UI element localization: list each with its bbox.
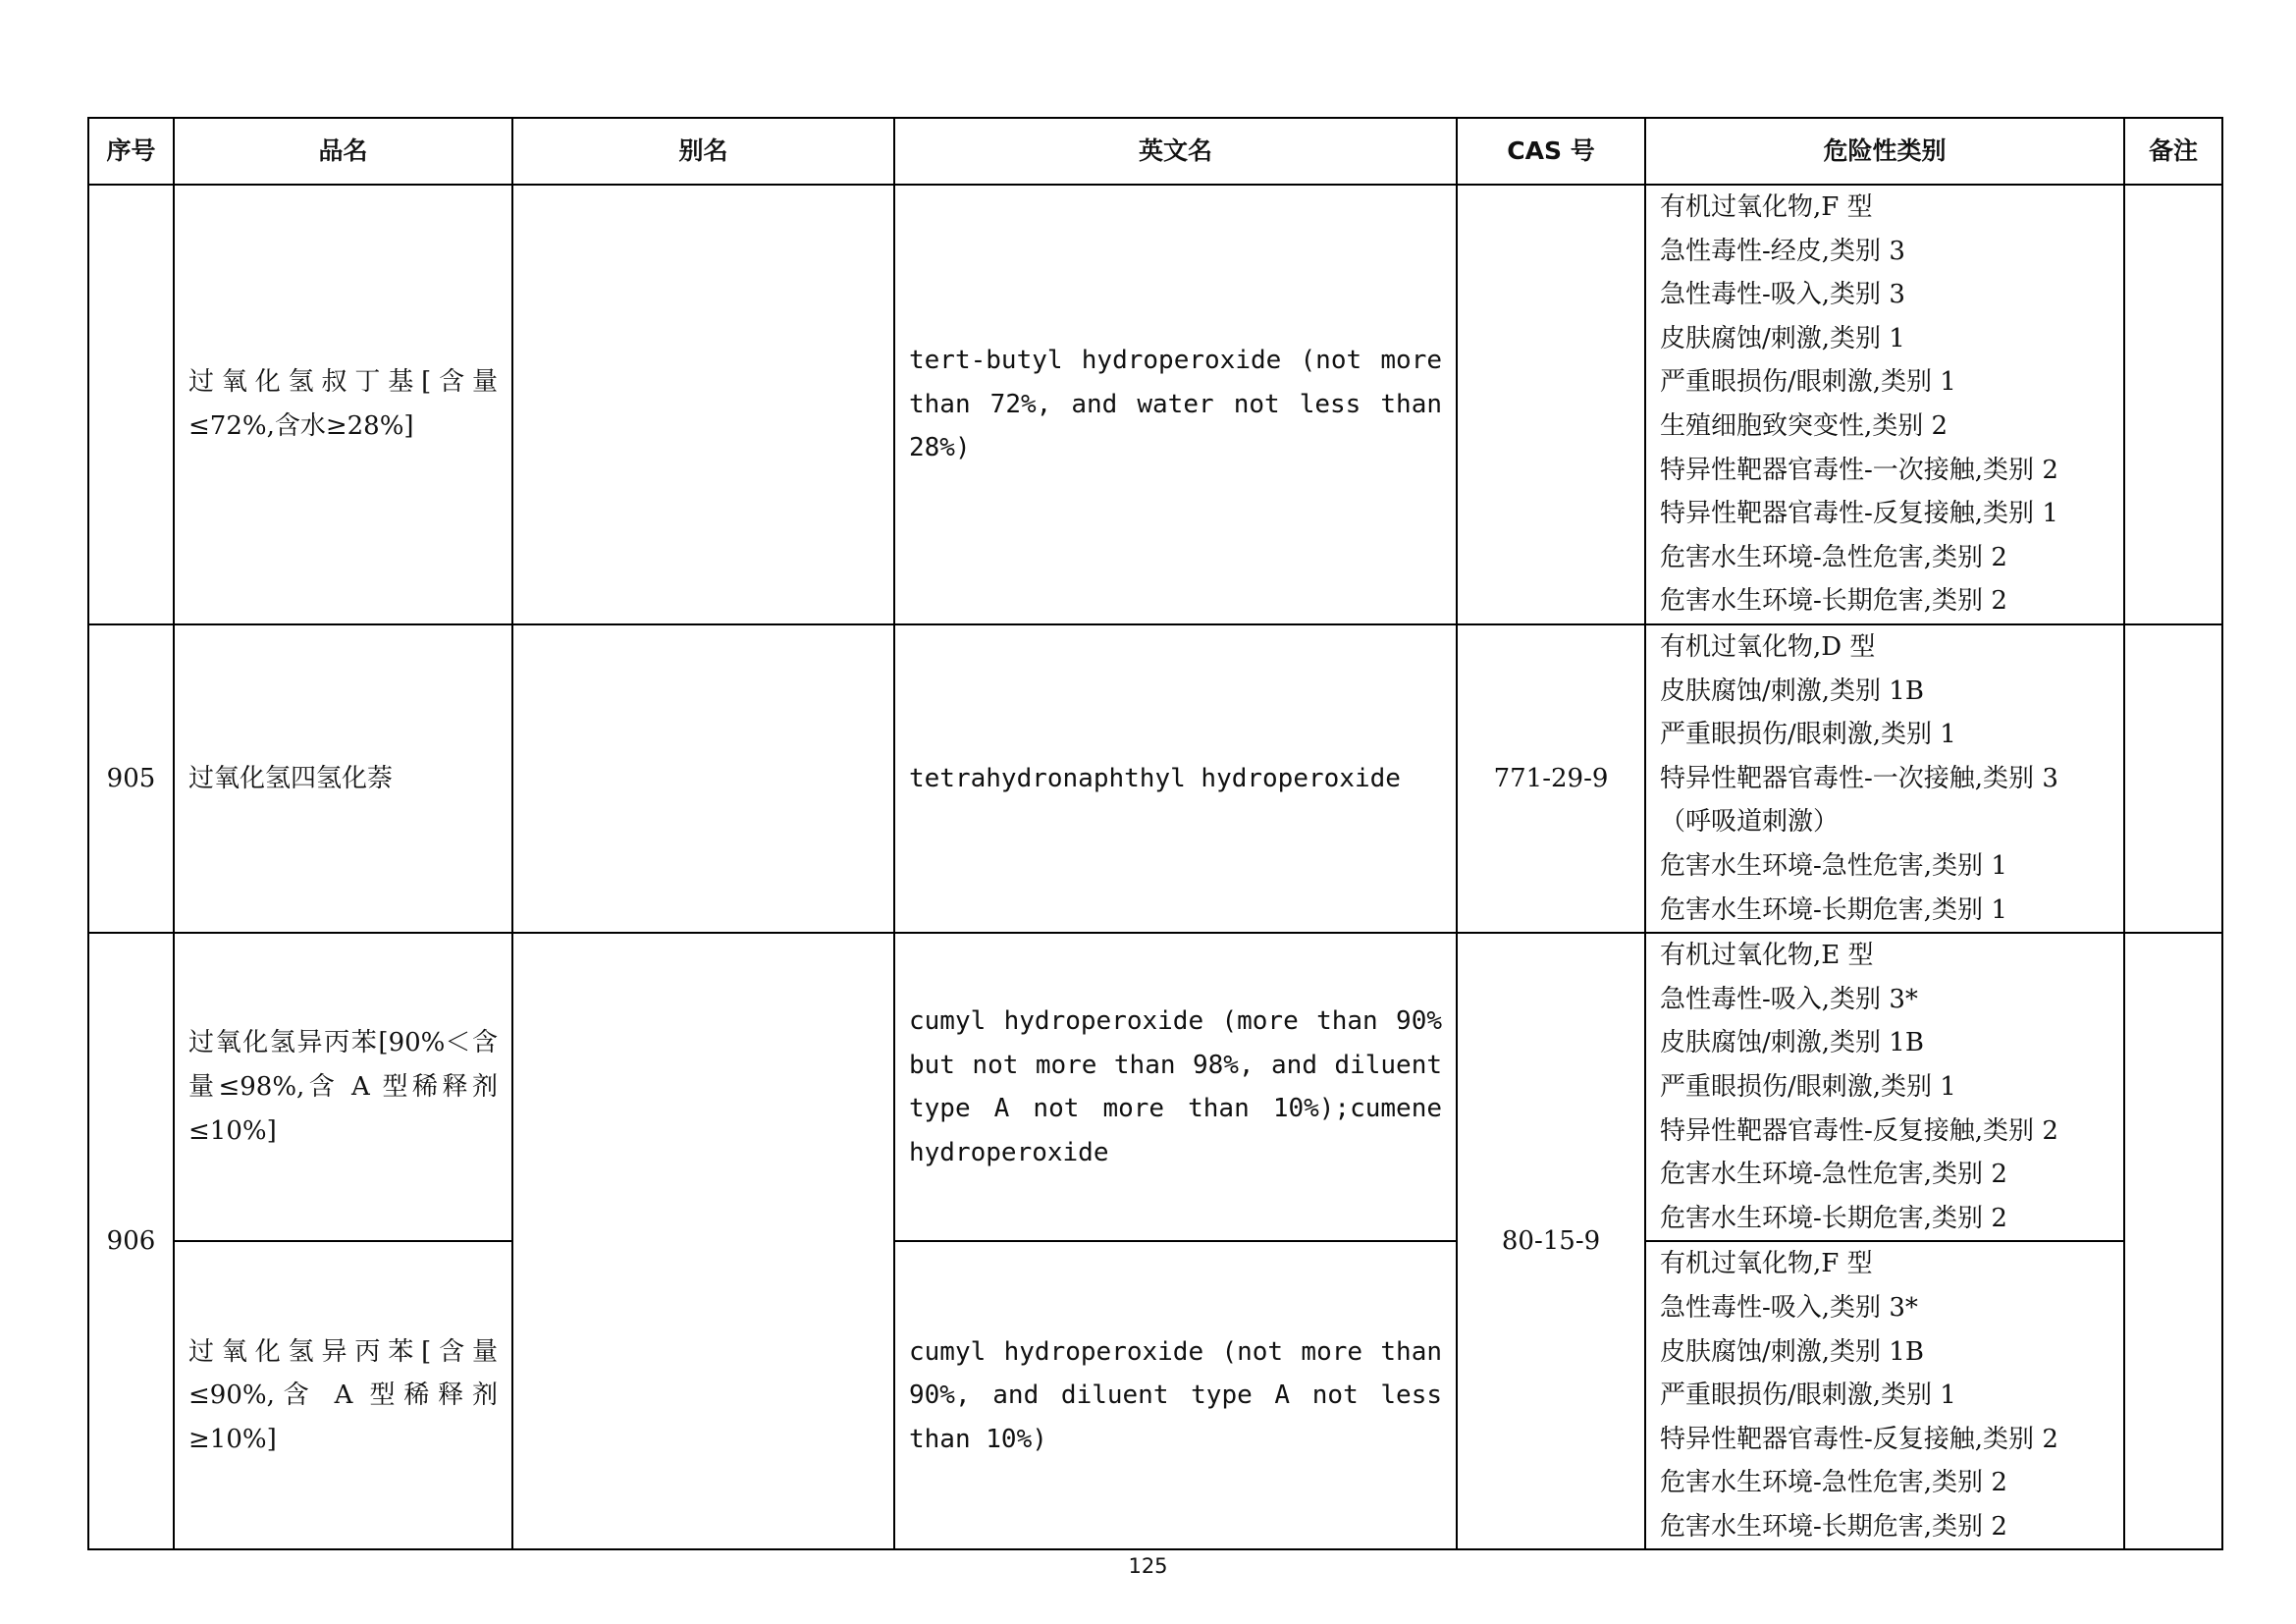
header-no: 序号 <box>88 118 174 185</box>
hazard-item: 危害水生环境-急性危害,类别 2 <box>1660 1160 2007 1190</box>
product-name: 过氧化氢异丙苯[90%＜含量≤98%,含 A 型稀释剂≤10%] <box>174 933 512 1241</box>
hazard-item: 严重眼损伤/眼刺激,类别 1 <box>1660 720 1956 750</box>
table-row <box>88 933 2222 1241</box>
alias <box>512 185 894 624</box>
hazard-item: 危害水生环境-急性危害,类别 2 <box>1660 542 2007 572</box>
hazard-item: 有机过氧化物,E 型 <box>1660 941 1874 971</box>
hazard-item: （呼吸道刺激） <box>1660 807 1840 838</box>
english-name: cumyl hydroperoxide (more than 90% but not more than 98%, and diluent type A not more than 10%);cumene hydroperoxide <box>894 933 1457 1241</box>
product-name: 过氧化氢叔丁基[含量≤72%,含水≥28%] <box>174 185 512 624</box>
remark <box>2124 185 2222 624</box>
hazardous-chemicals-table <box>87 117 2223 1550</box>
header-cas: CAS 号 <box>1457 118 1645 185</box>
row-number: 906 <box>88 933 174 1549</box>
table-header-row <box>88 118 2222 185</box>
hazard-item: 有机过氧化物,F 型 <box>1660 192 1873 223</box>
hazard-item: 急性毒性-吸入,类别 3 <box>1660 280 1905 310</box>
hazard-item: 特异性靶器官毒性-一次接触,类别 2 <box>1660 455 2058 485</box>
english-name: tert-butyl hydroperoxide (not more than 72%, and water not less than 28%) <box>894 185 1457 624</box>
hazard-item: 危害水生环境-长期危害,类别 2 <box>1660 1511 2007 1542</box>
alias <box>512 933 894 1549</box>
hazard-item: 危害水生环境-急性危害,类别 2 <box>1660 1468 2007 1498</box>
hazard-item: 危害水生环境-长期危害,类别 1 <box>1660 894 2007 925</box>
english-name: tetrahydronaphthyl hydroperoxide <box>894 624 1457 933</box>
table-row <box>88 624 2222 933</box>
row-number: 905 <box>88 624 174 933</box>
hazard-list <box>1645 624 2124 933</box>
hazard-item: 皮肤腐蚀/刺激,类别 1B <box>1660 1028 1924 1058</box>
hazard-item: 严重眼损伤/眼刺激,类别 1 <box>1660 367 1956 398</box>
product-name: 过氧化氢四氢化萘 <box>174 624 512 933</box>
hazard-item: 危害水生环境-急性危害,类别 1 <box>1660 850 2007 881</box>
hazard-item: 特异性靶器官毒性-一次接触,类别 3 <box>1660 763 2058 793</box>
row-number <box>88 185 174 624</box>
table-row <box>88 185 2222 624</box>
header-hazard: 危险性类别 <box>1645 118 2124 185</box>
header-english: 英文名 <box>894 118 1457 185</box>
hazard-item: 皮肤腐蚀/刺激,类别 1 <box>1660 323 1905 353</box>
hazard-item: 急性毒性-吸入,类别 3* <box>1660 1292 1918 1323</box>
hazard-item: 急性毒性-吸入,类别 3* <box>1660 984 1918 1014</box>
hazard-item: 生殖细胞致突变性,类别 2 <box>1660 411 1949 441</box>
remark <box>2124 624 2222 933</box>
hazard-item: 有机过氧化物,F 型 <box>1660 1249 1873 1279</box>
hazard-item: 特异性靶器官毒性-反复接触,类别 1 <box>1660 499 2058 529</box>
header-alias: 别名 <box>512 118 894 185</box>
cas-number <box>1457 185 1645 624</box>
hazard-list <box>1645 1241 2124 1549</box>
hazard-item: 危害水生环境-长期危害,类别 2 <box>1660 586 2007 617</box>
hazard-item: 危害水生环境-长期危害,类别 2 <box>1660 1203 2007 1233</box>
hazard-list <box>1645 185 2124 624</box>
table-row <box>88 1241 2222 1549</box>
hazard-item: 皮肤腐蚀/刺激,类别 1B <box>1660 676 1924 706</box>
english-name: cumyl hydroperoxide (not more than 90%, and diluent type A not less than 10%) <box>894 1241 1457 1549</box>
cas-number: 80-15-9 <box>1457 933 1645 1549</box>
hazard-item: 特异性靶器官毒性-反复接触,类别 2 <box>1660 1424 2058 1454</box>
cas-number: 771-29-9 <box>1457 624 1645 933</box>
header-name: 品名 <box>174 118 512 185</box>
hazard-list <box>1645 933 2124 1241</box>
alias <box>512 624 894 933</box>
header-remark: 备注 <box>2124 118 2222 185</box>
hazard-item: 急性毒性-经皮,类别 3 <box>1660 236 1905 266</box>
remark <box>2124 933 2222 1549</box>
product-name: 过氧化氢异丙苯[含量≤90%,含 A 型稀释剂≥10%] <box>174 1241 512 1549</box>
page-number: 125 <box>1128 1554 1168 1578</box>
hazard-item: 皮肤腐蚀/刺激,类别 1B <box>1660 1336 1924 1367</box>
hazard-item: 严重眼损伤/眼刺激,类别 1 <box>1660 1380 1956 1411</box>
hazard-item: 有机过氧化物,D 型 <box>1660 632 1876 662</box>
hazard-item: 特异性靶器官毒性-反复接触,类别 2 <box>1660 1115 2058 1146</box>
hazard-item: 严重眼损伤/眼刺激,类别 1 <box>1660 1071 1956 1102</box>
